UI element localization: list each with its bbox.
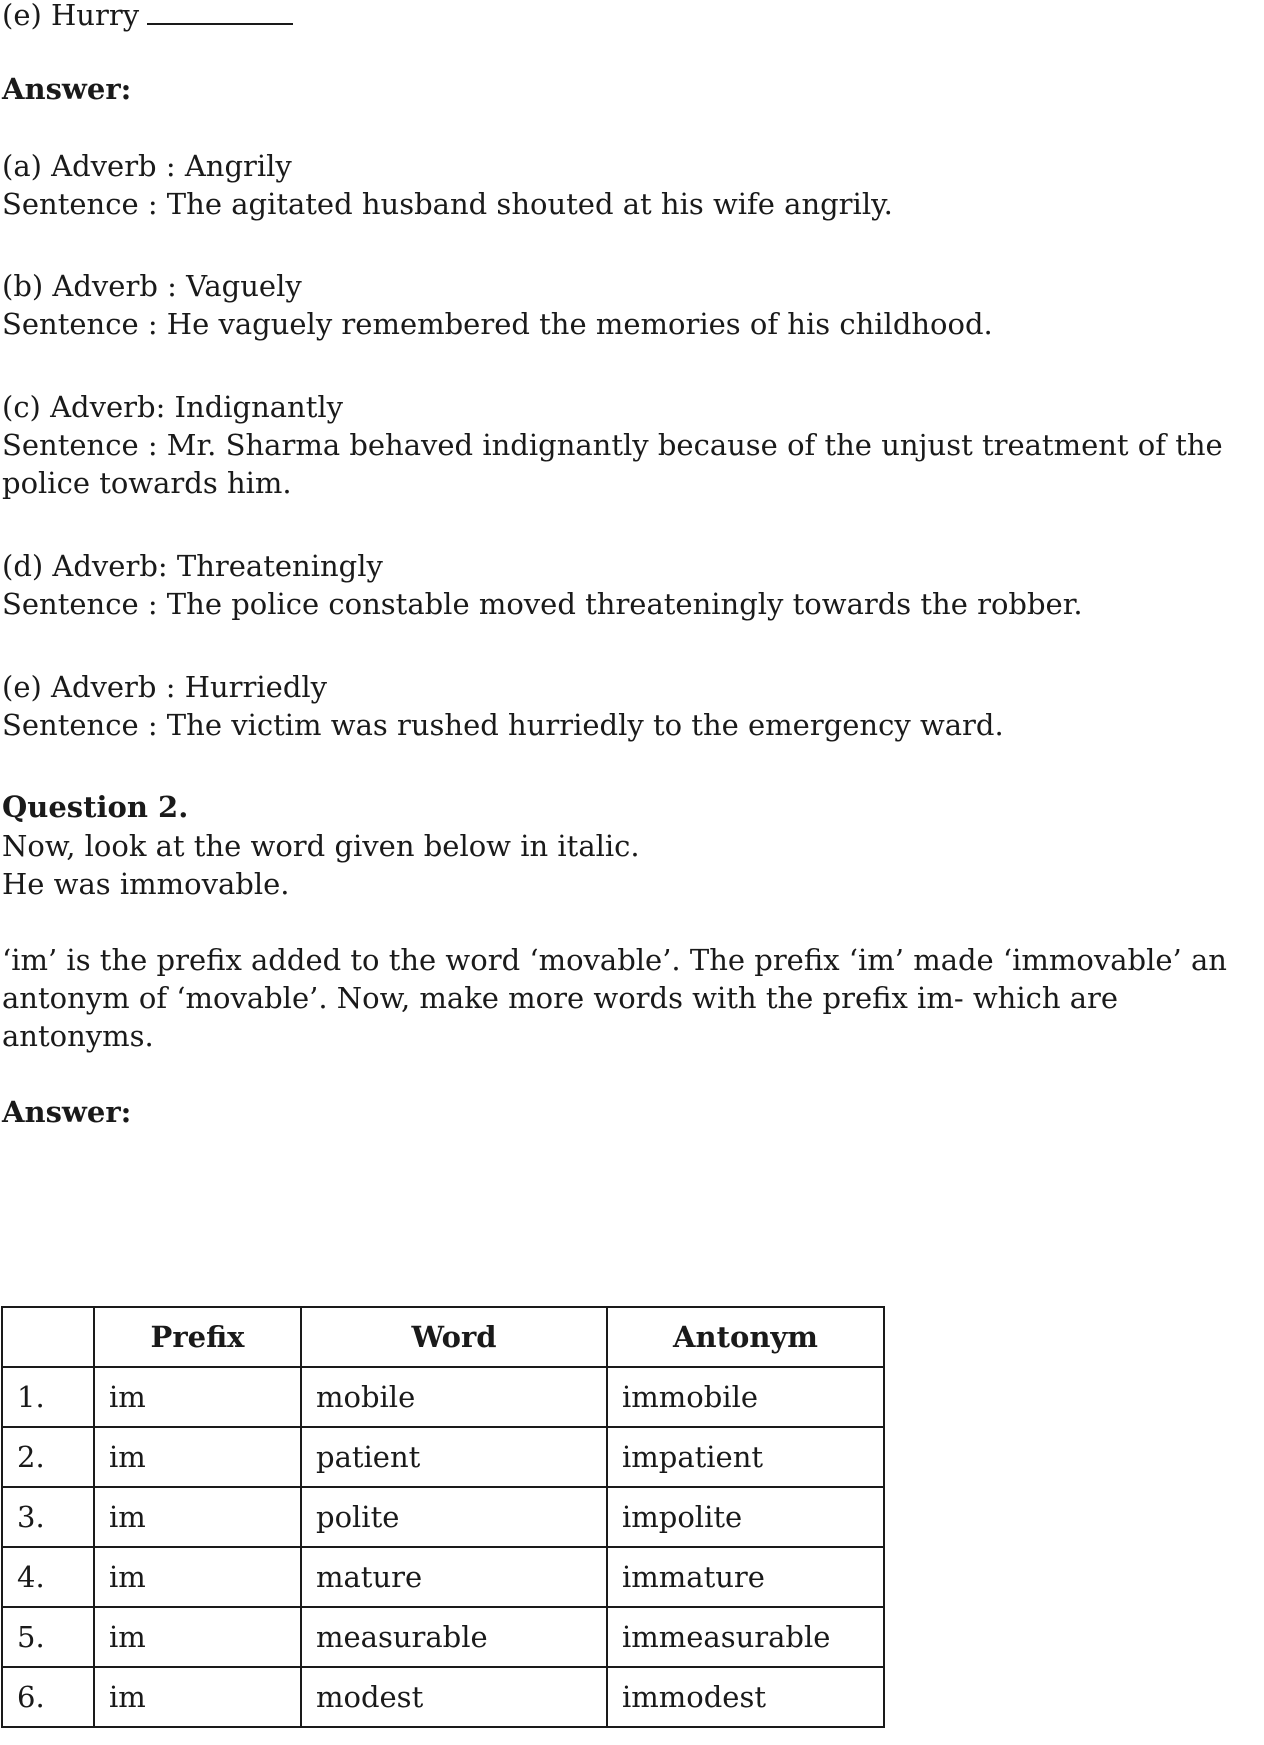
sentence-c-line2: police towards him. [2,466,292,500]
header-prefix: Prefix [94,1307,301,1367]
prefix-antonym-table [1,1306,885,1728]
question-2-para-line1: ‘im’ is the prefix added to the word ‘movable’. The prefix ‘im’ made ‘immovable’ an [2,943,1227,977]
adverb-heading-a: (a) Adverb : Angrily [2,149,292,183]
row-antonym: impolite [607,1487,884,1547]
row-antonym: immature [607,1547,884,1607]
row-prefix: im [94,1367,301,1427]
row-prefix: im [94,1487,301,1547]
row-number: 1. [2,1367,94,1427]
row-antonym: immeasurable [607,1607,884,1667]
question-2-line1: Now, look at the word given below in italic. [2,829,640,863]
table-header-row [2,1307,884,1367]
question-2-title: Question 2. [2,790,189,824]
exercise-item-e [2,0,293,36]
adverb-heading-e: (e) Adverb : Hurriedly [2,670,328,704]
answer-heading: Answer: [2,72,132,106]
header-antonym: Antonym [607,1307,884,1367]
adverb-heading-c: (c) Adverb: Indignantly [2,390,344,424]
header-number [2,1307,94,1367]
table-row [2,1367,884,1427]
row-antonym: immodest [607,1667,884,1727]
row-prefix: im [94,1607,301,1667]
row-word: modest [301,1667,607,1727]
sentence-b: Sentence : He vaguely remembered the memories of his childhood. [2,307,993,341]
answer-heading-2: Answer: [2,1095,132,1129]
adverb-heading-b: (b) Adverb : Vaguely [2,269,302,303]
row-word: measurable [301,1607,607,1667]
table-row [2,1667,884,1727]
row-number: 6. [2,1667,94,1727]
row-prefix: im [94,1667,301,1727]
row-number: 4. [2,1547,94,1607]
row-number: 5. [2,1607,94,1667]
row-number: 2. [2,1427,94,1487]
table-row [2,1607,884,1667]
adverb-heading-d: (d) Adverb: Threateningly [2,549,383,583]
sentence-d: Sentence : The police constable moved threateningly towards the robber. [2,587,1083,621]
row-word: polite [301,1487,607,1547]
table-row [2,1427,884,1487]
table-row [2,1487,884,1547]
sentence-c-line1: Sentence : Mr. Sharma behaved indignantly because of the unjust treatment of the [2,428,1223,462]
row-antonym: impatient [607,1427,884,1487]
sentence-e: Sentence : The victim was rushed hurriedly to the emergency ward. [2,708,1004,742]
header-word: Word [301,1307,607,1367]
row-prefix: im [94,1547,301,1607]
question-2-para-line3: antonyms. [2,1019,154,1053]
exercise-item-text: (e) Hurry [2,0,140,32]
row-antonym: immobile [607,1367,884,1427]
question-2-line2: He was immovable. [2,867,290,901]
row-prefix: im [94,1427,301,1487]
row-word: mobile [301,1367,607,1427]
row-word: patient [301,1427,607,1487]
question-2-para-line2: antonym of ‘movable’. Now, make more words with the prefix im- which are [2,981,1119,1015]
row-number: 3. [2,1487,94,1547]
row-word: mature [301,1547,607,1607]
table-row [2,1547,884,1607]
sentence-a: Sentence : The agitated husband shouted at his wife angrily. [2,187,893,221]
fill-in-blank [147,0,293,25]
